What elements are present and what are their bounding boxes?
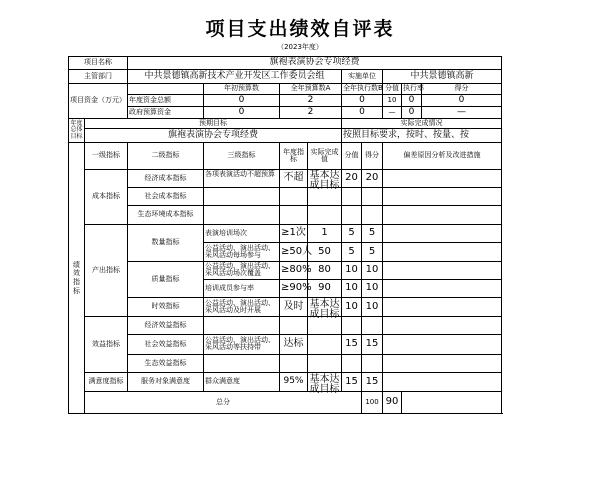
fund-cell: — bbox=[383, 107, 402, 119]
score-cell: 20 bbox=[342, 170, 362, 188]
l2-cell: 生态效益指标 bbox=[128, 355, 204, 373]
goal-label: 年度总体目标 bbox=[69, 119, 85, 143]
fund-cell: 2 bbox=[280, 95, 342, 107]
l2-cell: 社会成本指标 bbox=[128, 188, 204, 206]
impl-label: 实施单位 bbox=[342, 70, 383, 84]
l2-cell: 时效指标 bbox=[128, 298, 204, 317]
score-cell: 10 bbox=[342, 280, 362, 298]
l2-cell: 经济效益指标 bbox=[128, 317, 204, 335]
actual-cell bbox=[308, 373, 342, 395]
ind-header: 实际完成值 bbox=[308, 143, 342, 170]
got-cell: 5 bbox=[362, 225, 383, 243]
got-cell: 15 bbox=[362, 335, 383, 355]
ind-header: 得分 bbox=[362, 143, 383, 170]
actual-cell: 50 bbox=[308, 243, 342, 262]
dept-value: 中共景德镇高新技术产业开发区工作委员会组 bbox=[128, 70, 342, 84]
l3-cell bbox=[204, 298, 280, 317]
score-cell: 15 bbox=[342, 335, 362, 355]
actual-cell bbox=[308, 170, 342, 191]
l2-cell: 经济成本指标 bbox=[128, 170, 204, 188]
target-cell: 达标 bbox=[280, 335, 308, 355]
ind-header: 分值 bbox=[342, 143, 362, 170]
score-cell: 10 bbox=[342, 298, 362, 317]
l2-cell: 服务对象满意度 bbox=[128, 373, 204, 392]
fund-header-score: 分值 bbox=[383, 84, 402, 95]
target-cell: ≥90% bbox=[280, 280, 308, 298]
expected-text: 旗袍表演协会专项经费 bbox=[85, 129, 342, 143]
fund-cell: 2 bbox=[280, 107, 342, 119]
page-title: 项目支出绩效自评表 bbox=[205, 18, 395, 40]
fund-header-got: 得分 bbox=[422, 84, 502, 95]
got-cell: 10 bbox=[362, 298, 383, 317]
target-cell: ≥80% bbox=[280, 262, 308, 280]
fund-header-annual: 全年预算数A bbox=[280, 84, 342, 95]
score-cell: 10 bbox=[342, 262, 362, 280]
dept-label: 主管部门 bbox=[69, 70, 128, 84]
project-name-label: 项目名称 bbox=[69, 57, 128, 70]
l3-cell: 表演培训场次 bbox=[204, 225, 280, 243]
actual-cell bbox=[308, 335, 342, 355]
ind-header: 二级指标 bbox=[128, 143, 204, 170]
evaluation-table bbox=[68, 56, 502, 414]
fund-cell: 0 bbox=[422, 95, 502, 107]
l3-text: 公益活动、演出活动、采风活动等扶持带 bbox=[205, 336, 275, 352]
fund-cell: 10 bbox=[383, 95, 402, 107]
got-cell: 10 bbox=[362, 262, 383, 280]
fund-cell: 0 bbox=[402, 107, 422, 119]
score-cell: 5 bbox=[342, 243, 362, 262]
fund-row-label: 政府预算资金 bbox=[128, 107, 204, 119]
l3-text: 各项表演活动不超预算 bbox=[205, 170, 275, 178]
perf-label: 绩效指标 bbox=[73, 260, 80, 295]
got-cell: 10 bbox=[362, 280, 383, 298]
l2-cell: 数量指标 bbox=[128, 225, 204, 262]
year-subtitle: （2023年度） bbox=[277, 43, 323, 51]
ind-header: 年度指标 bbox=[280, 143, 308, 170]
ind-header: 一级指标 bbox=[85, 143, 128, 170]
fund-header-exec: 全年执行数B bbox=[342, 84, 383, 95]
fund-cell: — bbox=[422, 107, 502, 119]
l3-cell: 培训成员参与率 bbox=[204, 280, 280, 298]
target-cell: 不超 bbox=[280, 170, 308, 188]
satisfaction-label: 满意度指标 bbox=[85, 373, 128, 392]
cost-label: 成本指标 bbox=[85, 170, 128, 225]
fund-header-rate: 执行率 bbox=[402, 84, 422, 95]
project-name: 旗袍表演协会专项经费 bbox=[128, 57, 502, 70]
ind-header: 三级指标 bbox=[204, 143, 280, 170]
fund-cell: 0 bbox=[402, 95, 422, 107]
perf-label-cell bbox=[69, 143, 85, 414]
got-cell: 15 bbox=[362, 373, 383, 392]
l3-cell: 群众满意度 bbox=[204, 373, 280, 392]
total-got: 90 bbox=[383, 392, 402, 414]
actual-cell: 1 bbox=[308, 225, 342, 243]
actual-text: 按照目标要求，按时、按量、按 bbox=[342, 129, 502, 143]
l3-text: 公益活动、演出活动、采风活动场次覆盖 bbox=[205, 262, 275, 278]
fund-cell: 0 bbox=[204, 95, 280, 107]
impl-value: 中共景德镇高新 bbox=[383, 70, 502, 84]
l3-cell bbox=[204, 243, 280, 262]
fund-cell: 0 bbox=[342, 95, 383, 107]
fund-cell: 0 bbox=[204, 107, 280, 119]
actual-cell bbox=[308, 298, 342, 320]
score-cell: 5 bbox=[342, 225, 362, 243]
benefit-label: 效益指标 bbox=[85, 317, 128, 373]
output-label: 产出指标 bbox=[85, 225, 128, 317]
l3-text: 公益活动、演出活动、采风活动每场参与 bbox=[205, 243, 275, 259]
l2-cell: 生态环境成本指标 bbox=[128, 206, 204, 225]
expected-label: 预期目标 bbox=[85, 119, 342, 129]
l3-cell bbox=[204, 262, 280, 280]
l3-cell bbox=[204, 335, 280, 355]
fund-cell: 0 bbox=[342, 107, 383, 119]
target-cell: 95% bbox=[280, 373, 308, 392]
actual-label: 实际完成情况 bbox=[342, 119, 502, 129]
fund-header-initial: 年初预算数 bbox=[204, 84, 280, 95]
l2-cell: 社会效益指标 bbox=[128, 335, 204, 355]
l3-text: 公益活动、演出活动、采风活动及时开展 bbox=[205, 298, 275, 314]
total-label: 总分 bbox=[85, 392, 362, 414]
target-cell: ≥1次 bbox=[280, 225, 308, 243]
got-cell: 5 bbox=[362, 243, 383, 262]
fund-row-label: 年度资金总额 bbox=[128, 95, 204, 107]
l3-cell bbox=[204, 170, 280, 188]
actual-text: 基本达成目标 bbox=[309, 298, 340, 320]
got-cell: 20 bbox=[362, 170, 383, 188]
l2-cell: 质量指标 bbox=[128, 262, 204, 298]
actual-cell: 80 bbox=[308, 262, 342, 280]
actual-text: 基本达成目标 bbox=[309, 170, 340, 191]
target-cell: 及时 bbox=[280, 298, 308, 317]
fund-label: 项目资金（万元） bbox=[69, 84, 128, 119]
ind-header: 偏差原因分析及改进措施 bbox=[383, 143, 502, 170]
actual-text: 基本达成目标 bbox=[309, 373, 340, 395]
target-cell: ≥50人 bbox=[280, 243, 308, 262]
score-cell: 15 bbox=[342, 373, 362, 392]
actual-cell: 90 bbox=[308, 280, 342, 298]
total-score: 100 bbox=[362, 392, 383, 414]
